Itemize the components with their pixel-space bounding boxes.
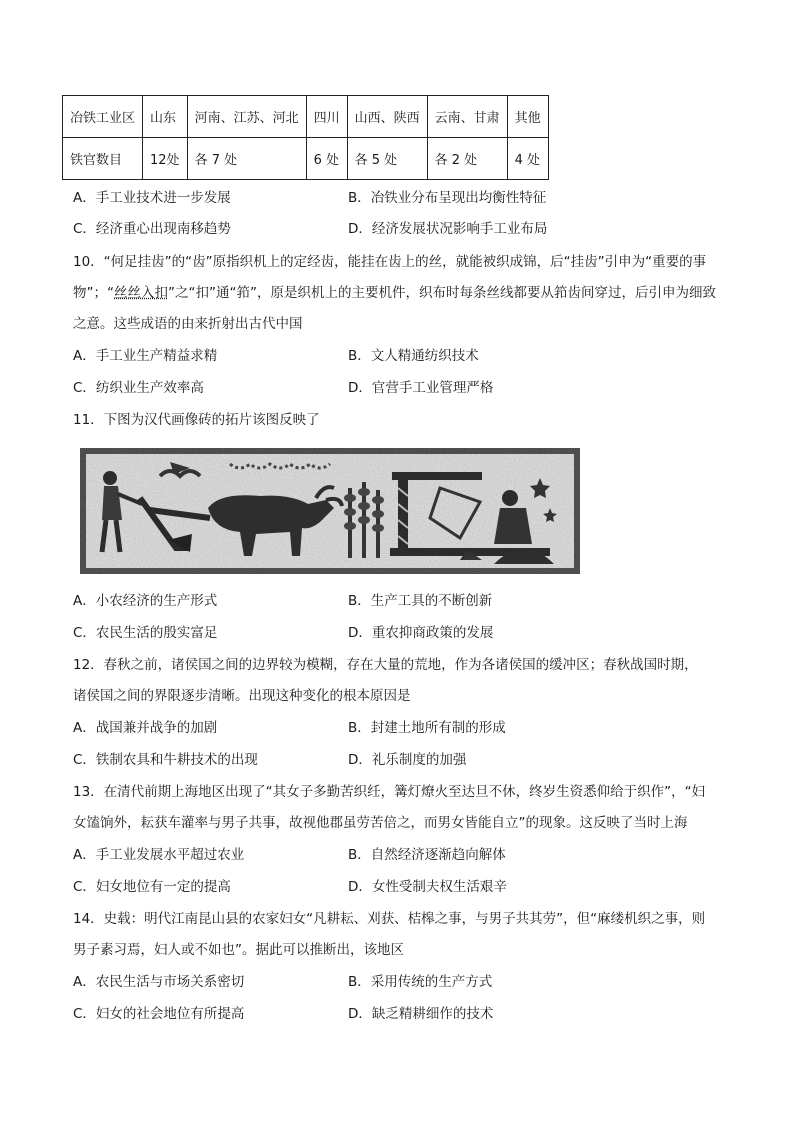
q9-option-a[interactable]: A．手工业技术进一步发展 xyxy=(73,190,231,206)
table-cell: 4 处 xyxy=(507,138,548,180)
table-header-row xyxy=(63,96,549,138)
table-cell: 各 5 处 xyxy=(347,138,427,180)
q12-option-a[interactable]: A．战国兼并战争的加剧 xyxy=(73,720,218,736)
q13-option-c[interactable]: C．妇女地位有一定的提高 xyxy=(73,879,231,895)
q9-option-b[interactable]: B．冶铁业分布呈现出均衡性特征 xyxy=(348,190,547,206)
q13-stem-line: 13．在清代前期上海地区出现了“其女子多勤苦织纴，篝灯燎火至达旦不休，终岁生资悉仰给于织作”，“妇 xyxy=(73,784,706,800)
table-row xyxy=(63,138,549,180)
q10-option-b[interactable]: B．文人精通纺织技术 xyxy=(348,348,479,364)
table-cell: 四川 xyxy=(306,96,347,138)
table-cell: 6 处 xyxy=(306,138,347,180)
table-cell: 山东 xyxy=(143,96,188,138)
q10-stem-line: 10．“何足挂齿”的“齿”原指织机上的定经齿，能挂在齿上的丝，就能被织成锦，后“挂齿”引申为“重要的事 xyxy=(73,254,707,270)
q11-option-d[interactable]: D．重农抑商政策的发展 xyxy=(348,625,494,641)
q10-text: ”之“扣”通“筘”，原是织机上的主要机件，织布时每条丝线都要从筘齿间穿过，后引申为细致 xyxy=(168,285,716,301)
q11-option-a[interactable]: A．小农经济的生产形式 xyxy=(73,593,218,609)
q14-option-b[interactable]: B．采用传统的生产方式 xyxy=(348,974,493,990)
q12-option-c[interactable]: C．铁制农具和牛耕技术的出现 xyxy=(73,752,258,768)
q11-option-b[interactable]: B．生产工具的不断创新 xyxy=(348,593,493,609)
q10-stem-line: 之意。这些成语的由来折射出古代中国 xyxy=(73,316,303,332)
table-cell: 河南、江苏、河北 xyxy=(187,96,306,138)
table-cell: 山西、陕西 xyxy=(347,96,427,138)
q10-option-a[interactable]: A．手工业生产精益求精 xyxy=(73,348,218,364)
q14-stem-line: 男子素习焉，妇人或不如也”。据此可以推断出，该地区 xyxy=(73,942,404,958)
q12-stem-line: 诸侯国之间的界限逐步清晰。出现这种变化的根本原因是 xyxy=(73,688,411,704)
table-cell: 其他 xyxy=(507,96,548,138)
q10-text: 物”；“ xyxy=(73,285,114,301)
q14-stem-line: 14．史载：明代江南昆山县的农家妇女“凡耕耘、刈获、桔槔之事，与男子共其劳”，但“麻缕机织之事，则 xyxy=(73,911,706,927)
han-brick-rubbing-image xyxy=(80,448,580,574)
q10-stem-line xyxy=(73,284,716,302)
q10-option-d[interactable]: D．官营手工业管理严格 xyxy=(348,380,494,396)
q14-option-d[interactable]: D．缺乏精耕细作的技术 xyxy=(348,1006,494,1022)
q10-option-c[interactable]: C．纺织业生产效率高 xyxy=(73,380,204,396)
q13-stem-line: 女馌饷外，耘获车灌率与男子共事，故视他郡虽劳苦倍之，而男女皆能自立”的现象。这反映了当时上海 xyxy=(73,815,688,831)
table-cell: 各 7 处 xyxy=(187,138,306,180)
q9-option-c[interactable]: C．经济重心出现南移趋势 xyxy=(73,221,231,237)
q14-option-c[interactable]: C．妇女的社会地位有所提高 xyxy=(73,1006,245,1022)
q12-option-b[interactable]: B．封建土地所有制的形成 xyxy=(348,720,506,736)
table-cell: 云南、甘肃 xyxy=(427,96,507,138)
q11-option-c[interactable]: C．农民生活的殷实富足 xyxy=(73,625,218,641)
q9-option-d[interactable]: D．经济发展状况影响手工业布局 xyxy=(348,221,548,237)
table-cell: 铁官数目 xyxy=(63,138,143,180)
q13-option-a[interactable]: A．手工业发展水平超过农业 xyxy=(73,847,245,863)
q12-stem-line: 12．春秋之前，诸侯国之间的边界较为模糊，存在大量的荒地，作为各诸侯国的缓冲区；春秋战国时期， xyxy=(73,657,698,673)
q13-option-b[interactable]: B．自然经济逐渐趋向解体 xyxy=(348,847,506,863)
q14-option-a[interactable]: A．农民生活与市场关系密切 xyxy=(73,974,245,990)
iron-office-table xyxy=(62,95,549,180)
table-cell: 12处 xyxy=(143,138,188,180)
table-cell: 各 2 处 xyxy=(427,138,507,180)
table-cell: 冶铁工业区 xyxy=(63,96,143,138)
q13-option-d[interactable]: D．女性受制夫权生活艰辛 xyxy=(348,879,507,895)
q11-stem: 11．下图为汉代画像砖的拓片该图反映了 xyxy=(73,412,320,428)
q10-idiom-underlined: 丝丝入扣 xyxy=(114,285,168,301)
q12-option-d[interactable]: D．礼乐制度的加强 xyxy=(348,752,467,768)
